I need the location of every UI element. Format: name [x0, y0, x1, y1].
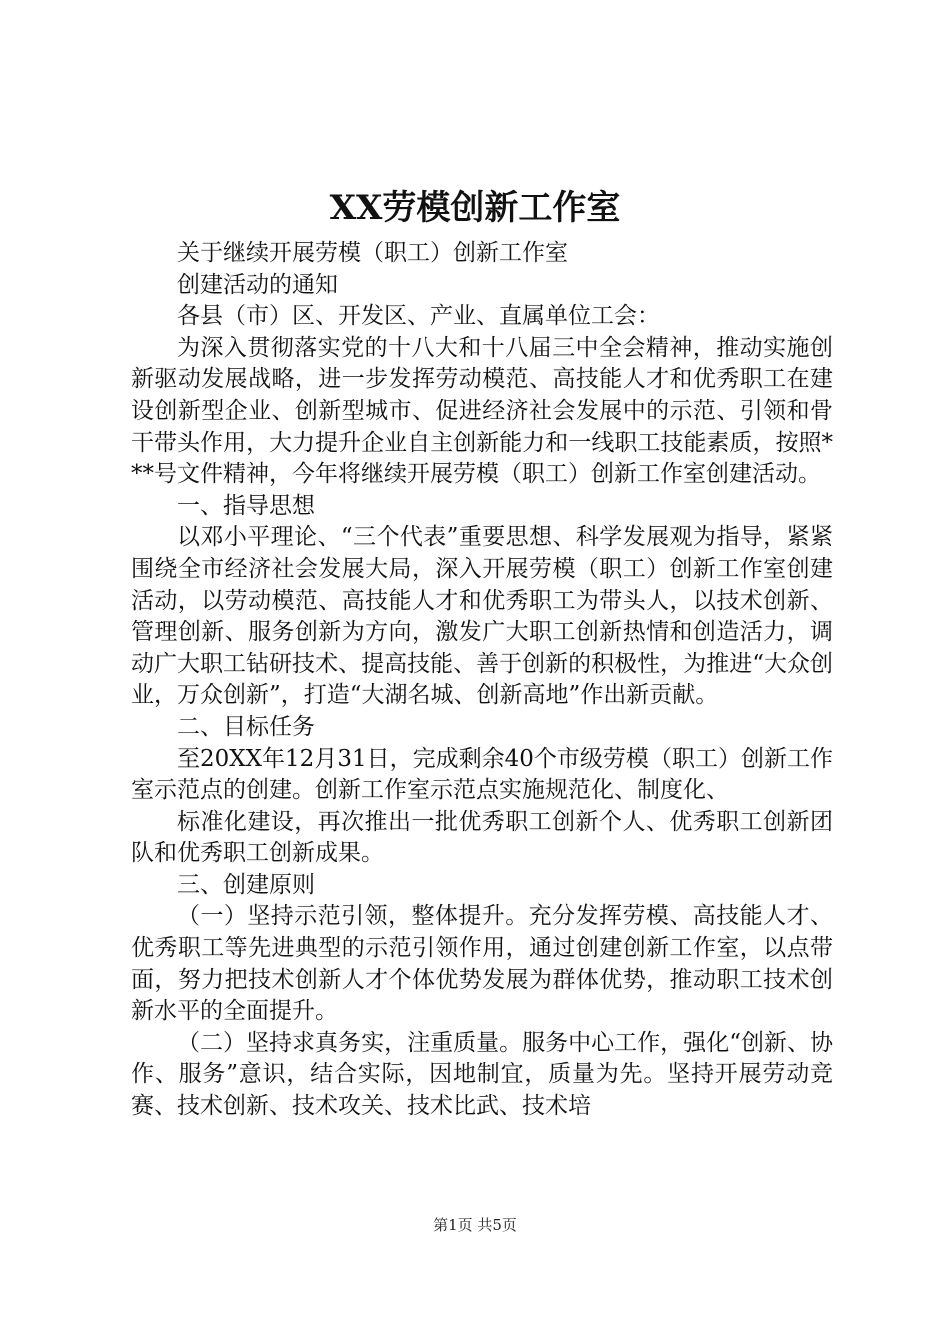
- paragraph-goals-1: 至20XX年12月31日，完成剩余40个市级劳模（职工）创新工作室示范点的创建。创新工作室示范点实施规范化、制度化、: [131, 745, 833, 804]
- paragraph-principle-1: （一）坚持示范引领，整体提升。充分发挥劳模、高技能人才、优秀职工等先进典型的示范引领作用，通过创建创新工作室，以点带面，努力把技术创新人才个体优势发展为群体优势，推动职工技术创新水平的全面提升。: [131, 903, 833, 1025]
- section-heading-goals: 二、目标任务: [177, 713, 315, 740]
- paragraph-intro: 为深入贯彻落实党的十八大和十八届三中全会精神，推动实施创新驱动发展战略，进一步发挥劳动模范、高技能人才和优秀职工在建设创新型企业、创新型城市、促进经济社会发展中的示范、引领和骨干带头作用，大力提升企业自主创新能力和一线职工技能素质，按照***号文件精神，今年将继续开展劳模（职工）创新工作室创建活动。: [131, 334, 833, 488]
- paragraph-guiding-thought: 以邓小平理论、“三个代表”重要思想、科学发展观为指导，紧紧围绕全市经济社会发展大局，深入开展劳模（职工）创新工作室创建活动，以劳动模范、高技能人才和优秀职工为带头人，以技术创新、管理创新、服务创新为方向，激发广大职工创新热情和创造活力，调动广大职工钻研技术、提高技能、善于创新的积极性，为推进“大众创业，万众创新”，打造“大湖名城、创新高地”作出新贡献。: [131, 524, 833, 709]
- section-heading-principles: 三、创建原则: [177, 871, 315, 898]
- paragraph-goals-2: 标准化建设，再次推出一批优秀职工创新个人、优秀职工创新团队和优秀职工创新成果。: [131, 808, 833, 867]
- page-number-footer: 第1页 共5页: [433, 1216, 517, 1234]
- document-body: [131, 238, 833, 1123]
- paragraph-notice-title-line1: 关于继续开展劳模（职工）创新工作室: [177, 240, 568, 266]
- document-title: XX劳模创新工作室: [329, 188, 621, 228]
- paragraph-notice-title-line2: 创建活动的通知: [177, 271, 338, 298]
- section-heading-guiding-thought: 一、指导思想: [177, 492, 315, 519]
- paragraph-addressee: 各县（市）区、开发区、产业、直属单位工会：: [177, 303, 660, 330]
- paragraph-principle-2: （二）坚持求真务实，注重质量。服务中心工作，强化“创新、协作、服务”意识，结合实际，因地制宜，质量为先。坚持开展劳动竞赛、技术创新、技术攻关、技术比武、技术培: [131, 1029, 833, 1120]
